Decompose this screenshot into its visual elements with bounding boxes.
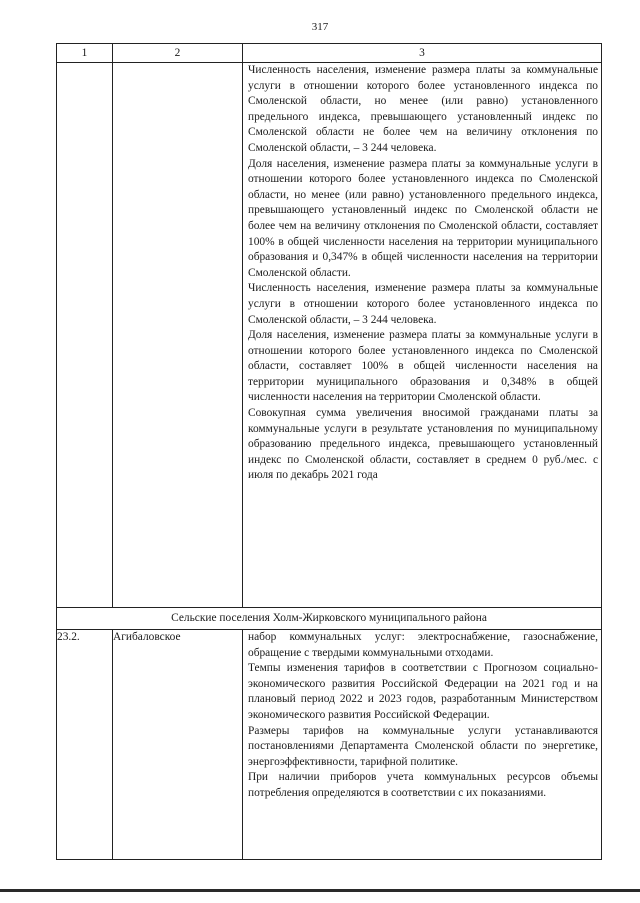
row-description-cell — [243, 63, 602, 608]
row-number-cell: 23.2. — [57, 630, 113, 860]
section-header-row — [57, 608, 602, 630]
paragraph: Размеры тарифов на коммунальные услуги устанавливаются постановлениями Департамента Смоленской области по энергетике, энергоэффективности, тарифной политике. — [248, 724, 598, 768]
paragraph: набор коммунальных услуг: электроснабжение, газоснабжение, обращение с твердыми коммунальными отходами. — [248, 631, 598, 659]
tariff-table — [56, 43, 602, 860]
paragraph: Доля населения, изменение размера платы за коммунальные услуги в отношении которого более установленного индекса по Смоленской области, но менее (или равно) установленного предельного индекса, превышающего установленный индекс по Смоленской области не более чем на величину отклонения по Смоленской области, составляет 100% в общей численности населения на территории муниципального образования и 0,347% в общей численности населения на территории Смоленской области. — [248, 157, 598, 279]
paragraph: Численность населения, изменение размера платы за коммунальные услуги в отношении которого более установленного индекса по Смоленской области, – 3 244 человека. — [248, 282, 598, 326]
column-header-1: 1 — [57, 44, 113, 63]
paragraph: Совокупная сумма увеличения вносимой гражданами платы за коммунальные услуги в результате установления по муниципальному образованию предельного индекса, превышающего установленный индекс по Смоленской области, составляет в среднем 0 руб./мес. с июля по декабрь 2021 года — [248, 407, 598, 482]
table-row — [57, 63, 602, 608]
paragraph: Темпы изменения тарифов в соответствии с Прогнозом социально-экономического развития Российской Федерации на 2021 год и на плановый период 2022 и 2023 годов, разработанным Министерством экономического развития Российской Федерации. — [248, 662, 598, 721]
page-number: 317 — [311, 21, 329, 33]
row-name-cell — [113, 63, 243, 608]
paragraph: Доля населения, изменение размера платы за коммунальные услуги в отношении которого более установленного индекса по Смоленской области, составляет 100% в общей численности населения на территории муниципального образования и 0,348% в общей численности населения на территории Смоленской области. — [248, 329, 598, 404]
column-header-row — [57, 44, 602, 63]
footer-rule — [0, 889, 640, 892]
row-description-cell — [243, 630, 602, 860]
column-header-2: 2 — [113, 44, 243, 63]
paragraph: Численность населения, изменение размера платы за коммунальные услуги в отношении которого более установленного индекса по Смоленской области, но менее (или равно) установленного предельного индекса, превышающего установленный индекс по Смоленской области не более чем на величину отклонения по Смоленской области, – 3 244 человека. — [248, 64, 598, 154]
section-title: Сельские поселения Холм-Жирковского муниципального района — [57, 608, 602, 630]
row-number-cell — [57, 63, 113, 608]
table-row — [57, 630, 602, 860]
row-name-cell: Агибаловское — [113, 630, 243, 860]
paragraph: При наличии приборов учета коммунальных ресурсов объемы потребления определяются в соответствии с их показаниями. — [248, 771, 598, 799]
column-header-3: 3 — [243, 44, 602, 63]
